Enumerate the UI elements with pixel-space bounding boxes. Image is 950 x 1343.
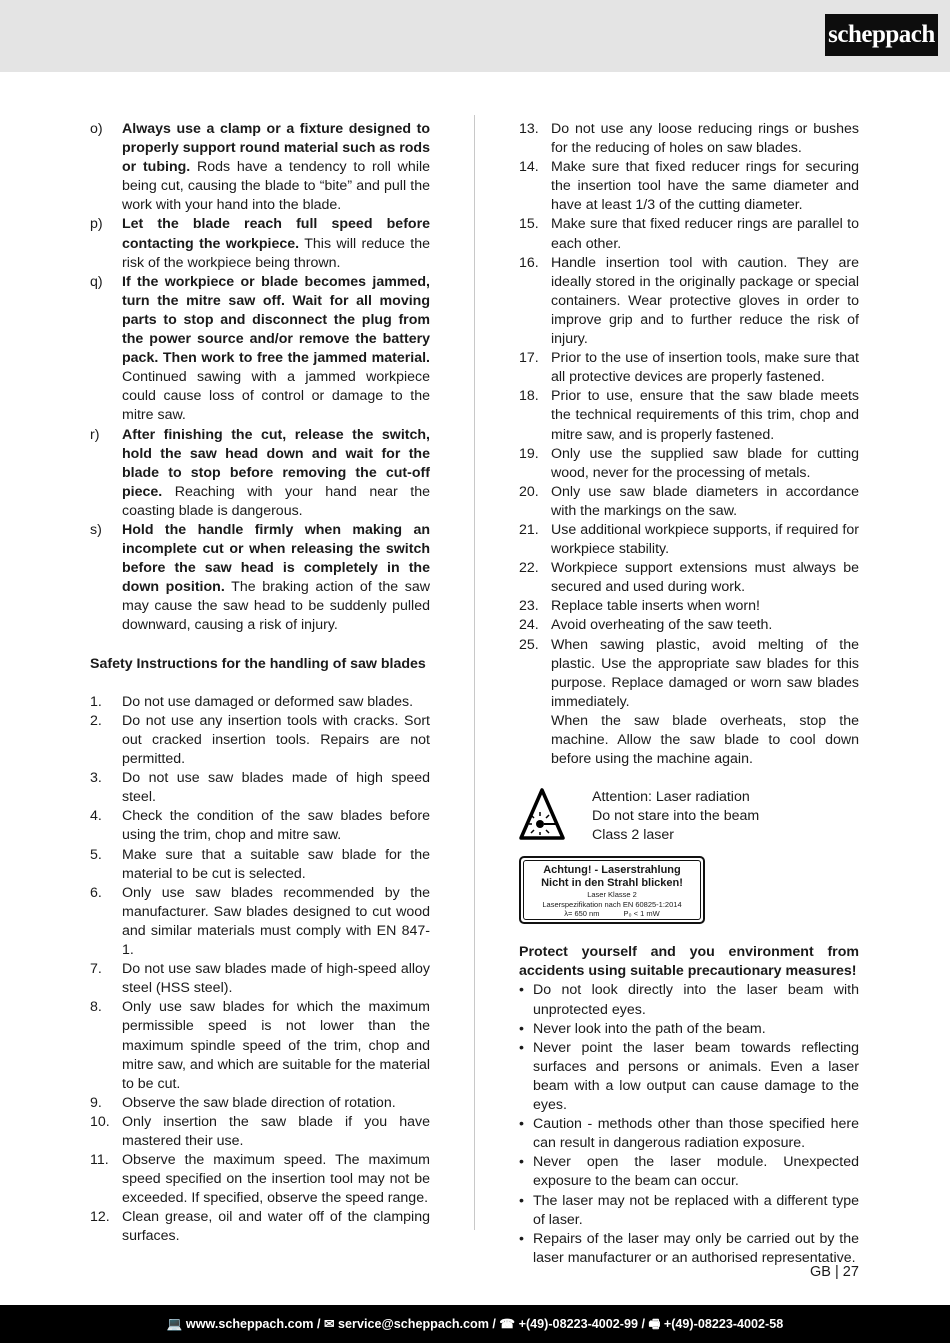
item-number: 6. bbox=[90, 884, 102, 901]
protect-heading: Protect yourself and you environment from accidents using suitable precautionary measures! bbox=[519, 944, 859, 980]
laser-class-label bbox=[519, 856, 705, 924]
item-number: 12. bbox=[90, 1209, 110, 1226]
list-item bbox=[90, 693, 430, 712]
list-item bbox=[90, 1113, 430, 1151]
bullet-text: Never point the laser beam towards reflecting surfaces and persons or animals. Even a laser beam with a low output can cause damage to the eyes. bbox=[533, 1039, 859, 1114]
item-text: Only use the supplied saw blade for cutting wood, never for the processing of metals. bbox=[551, 445, 859, 481]
list-item bbox=[90, 884, 430, 960]
label-line: Achtung! - Laserstrahlung bbox=[543, 864, 681, 877]
bullet-item: • Never look into the path of the beam. bbox=[519, 1020, 859, 1039]
safety-item-o bbox=[90, 120, 430, 215]
item-text bbox=[551, 636, 859, 770]
bullet-item: • Never open the laser module. Unexpected exposure to the beam can occur. bbox=[519, 1153, 859, 1191]
bullet-text: The laser may not be replaced with a different type of laser. bbox=[533, 1192, 859, 1228]
contact-footer: 💻 www.scheppach.com / ✉ service@scheppach.com / ☎ +(49)-08223-4002-99 / 🖷 +(49)-08223-4002-58 bbox=[0, 1305, 950, 1343]
item-text: If the workpiece or blade becomes jammed, turn the mitre saw off. Wait for all moving parts to stop and disconnect the plug from the power source and/or remove the battery pack. Then work to free the jammed material. Continued sawing with a jammed workpiece could cause loss of control or damage to the mitre saw. bbox=[122, 273, 430, 424]
bullet-text: Never look into the path of the beam. bbox=[533, 1020, 766, 1037]
bullet-item: • Do not look directly into the laser beam with unprotected eyes. bbox=[519, 981, 859, 1019]
list-item bbox=[90, 998, 430, 1093]
item-number: 20. bbox=[519, 483, 539, 500]
item-text: Let the blade reach full speed before contacting the workpiece. This will reduce the risk of the workpiece being thrown. bbox=[122, 216, 430, 271]
list-item bbox=[519, 616, 859, 635]
item-text: Workpiece support extensions must always be secured and used during work. bbox=[551, 560, 859, 596]
item-text: Avoid overheating of the saw teeth. bbox=[551, 617, 773, 634]
item-number: 7. bbox=[90, 961, 102, 978]
bullet-text: Never open the laser module. Unexpected exposure to the beam can occur. bbox=[533, 1154, 859, 1190]
item-number: 8. bbox=[90, 999, 102, 1016]
item-text: Do not use saw blades made of high-speed alloy steel (HSS steel). bbox=[122, 961, 430, 997]
list-item bbox=[519, 215, 859, 253]
item-number: 4. bbox=[90, 808, 102, 825]
bullet-item: • Caution - methods other than those specified here can result in dangerous radiation exposure. bbox=[519, 1115, 859, 1153]
list-item bbox=[519, 349, 859, 387]
item-number: 24. bbox=[519, 617, 539, 634]
item-text: Only use saw blade diameters in accordance with the markings on the saw. bbox=[551, 483, 859, 519]
safety-item-p bbox=[90, 215, 430, 272]
label-line: Laser Klasse 2 bbox=[587, 890, 637, 900]
list-item bbox=[90, 1208, 430, 1246]
item-text: Clean grease, oil and water off of the clamping surfaces. bbox=[122, 1209, 430, 1245]
item-marker: o) bbox=[90, 121, 103, 137]
item-marker: q) bbox=[90, 273, 103, 290]
item-text: Make sure that fixed reducer rings are parallel to each other. bbox=[551, 216, 859, 252]
list-item bbox=[90, 1151, 430, 1208]
item-number: 13. bbox=[519, 121, 539, 137]
header-bar bbox=[0, 0, 950, 72]
item-text: Observe the saw blade direction of rotation. bbox=[122, 1094, 396, 1111]
column-divider bbox=[474, 115, 475, 1230]
laser-attention-line: Do not stare into the beam bbox=[592, 808, 760, 825]
label-wavelength: λ= 650 nm bbox=[564, 909, 600, 919]
bullet-text: Do not look directly into the laser beam with unprotected eyes. bbox=[533, 982, 859, 1018]
item-number: 18. bbox=[519, 388, 539, 405]
right-column bbox=[519, 120, 859, 1268]
scheppach-logo: scheppach bbox=[825, 14, 938, 56]
laser-warning-icon bbox=[519, 788, 592, 846]
item-text: Only insertion the saw blade if you have mastered their use. bbox=[122, 1113, 430, 1149]
list-item bbox=[519, 559, 859, 597]
laser-warning bbox=[519, 788, 859, 846]
list-item bbox=[90, 960, 430, 998]
item-text: Handle insertion tool with caution. They are ideally stored in the originally package or special containers. Wear protective gloves in order to improve grip and to further reduce the risk of injury. bbox=[551, 254, 859, 348]
item-text: Do not use damaged or deformed saw blades. bbox=[122, 693, 414, 710]
bullet-text: Repairs of the laser may only be carried out by the laser manufacturer or an authorised representative. bbox=[533, 1230, 859, 1266]
label-line: Laserspezifikation nach EN 60825-1:2014 bbox=[542, 899, 682, 909]
label-power: P₀ < 1 mW bbox=[623, 909, 660, 919]
item-text: Do not use any loose reducing rings or bushes for the reducing of holes on saw blades. bbox=[551, 121, 859, 157]
list-item bbox=[90, 807, 430, 845]
list-item bbox=[90, 846, 430, 884]
safety-item-q bbox=[90, 273, 430, 426]
list-item bbox=[90, 712, 430, 769]
item-number: 2. bbox=[90, 712, 102, 729]
item-text: Do not use saw blades made of high speed steel. bbox=[122, 770, 430, 806]
list-item bbox=[519, 254, 859, 349]
item-number: 16. bbox=[519, 254, 539, 271]
item-text: Make sure that a suitable saw blade for the material to be cut is selected. bbox=[122, 846, 430, 882]
item-text: Only use saw blades recommended by the manufacturer. Saw blades designed to cut wood and similar materials must comply with EN 847-1. bbox=[122, 884, 430, 959]
list-item bbox=[519, 483, 859, 521]
item-text-part2: When the saw blade overheats, stop the machine. Allow the saw blade to cool down before using the machine again. bbox=[551, 712, 859, 768]
list-item bbox=[519, 597, 859, 616]
laser-attention-line: Attention: Laser radiation bbox=[592, 789, 750, 806]
item-number: 1. bbox=[90, 693, 102, 710]
item-text: Hold the handle firmly when making an incomplete cut or when releasing the switch before the saw head is completely in the down position. The braking action of the saw may cause the saw head to be suddenly pulled downward, causing a risk of injury. bbox=[122, 521, 430, 634]
item-text: Always use a clamp or a fixture designed to properly support round material such as rods or tubing. Rods have a tendency to roll while being cut, causing the blade to “bite” and pull the work with your hand into the blade. bbox=[122, 121, 431, 214]
item-marker: s) bbox=[90, 521, 102, 538]
bullet-item: • The laser may not be replaced with a different type of laser. bbox=[519, 1192, 859, 1230]
item-number: 9. bbox=[90, 1094, 102, 1111]
list-item bbox=[519, 387, 859, 444]
item-text-part1: When sawing plastic, avoid melting of the plastic. Use the appropriate saw blades for this purpose. Replace damaged or worn saw blades immediately. bbox=[551, 636, 859, 710]
label-line: Nicht in den Strahl blicken! bbox=[541, 877, 683, 890]
laser-attention-text bbox=[592, 788, 759, 846]
item-marker: r) bbox=[90, 426, 100, 443]
page-number: GB | 27 bbox=[810, 1264, 859, 1280]
item-text: Prior to use, ensure that the saw blade meets the technical requirements of this trim, chop and mitre saw, and is properly fastened. bbox=[551, 388, 859, 443]
item-number: 17. bbox=[519, 350, 539, 367]
item-text: Do not use any insertion tools with cracks. Sort out cracked insertion tools. Repairs are not permitted. bbox=[122, 712, 430, 768]
item-number: 10. bbox=[90, 1113, 110, 1130]
bullet-text: Caution - methods other than those specified here can result in dangerous radiation exposure. bbox=[533, 1116, 859, 1152]
laser-attention-line: Class 2 laser bbox=[592, 827, 675, 844]
item-number: 22. bbox=[519, 560, 539, 577]
item-number: 3. bbox=[90, 770, 102, 787]
item-text: Prior to the use of insertion tools, make sure that all protective devices are properly fastened. bbox=[551, 350, 859, 386]
item-text: Make sure that fixed reducer rings for securing the insertion tool have the same diameter and have at least 1/3 of the cutting diameter. bbox=[551, 159, 859, 214]
item-marker: p) bbox=[90, 216, 103, 233]
list-item bbox=[519, 521, 859, 559]
item-number: 15. bbox=[519, 216, 539, 233]
list-item bbox=[519, 120, 859, 158]
safety-item-s bbox=[90, 521, 430, 636]
bullet-item: • Never point the laser beam towards reflecting surfaces and persons or animals. Even a laser beam with a low output can cause damage to the eyes. bbox=[519, 1039, 859, 1115]
list-item bbox=[90, 769, 430, 807]
item-text: Use additional workpiece supports, if required for workpiece stability. bbox=[551, 521, 859, 558]
item-number: 19. bbox=[519, 445, 539, 462]
item-text: Only use saw blades for which the maximum permissible speed is not lower than the maximum spindle speed of the trim, chop and mitre saw, and which are suitable for the material to be cut. bbox=[122, 999, 430, 1092]
list-item bbox=[519, 445, 859, 483]
item-number: 11. bbox=[90, 1152, 109, 1169]
blades-heading: Safety Instructions for the handling of saw blades bbox=[90, 655, 426, 672]
item-text: After finishing the cut, release the switch, hold the saw head down and wait for the blade to stop before removing the cut-off piece. Reaching with your hand near the coasting blade is dangerous. bbox=[122, 426, 430, 519]
item-number: 5. bbox=[90, 846, 102, 863]
left-column bbox=[90, 120, 430, 1247]
list-item bbox=[90, 1094, 430, 1113]
item-text: Check the condition of the saw blades before using the trim, chop and mitre saw. bbox=[122, 808, 430, 844]
bullet-item: • Repairs of the laser may only be carried out by the laser manufacturer or an authorised representative. bbox=[519, 1230, 859, 1268]
item-number: 23. bbox=[519, 598, 539, 615]
safety-item-r bbox=[90, 426, 430, 521]
list-item bbox=[519, 158, 859, 215]
list-item bbox=[519, 636, 859, 770]
item-text: Observe the maximum speed. The maximum speed specified on the insertion tool may not be exceeded. If specified, observe the speed range. bbox=[122, 1152, 430, 1207]
item-number: 14. bbox=[519, 159, 539, 176]
item-text: Replace table inserts when worn! bbox=[551, 598, 760, 615]
item-number: 21. bbox=[519, 521, 539, 538]
item-number: 25. bbox=[519, 636, 539, 653]
